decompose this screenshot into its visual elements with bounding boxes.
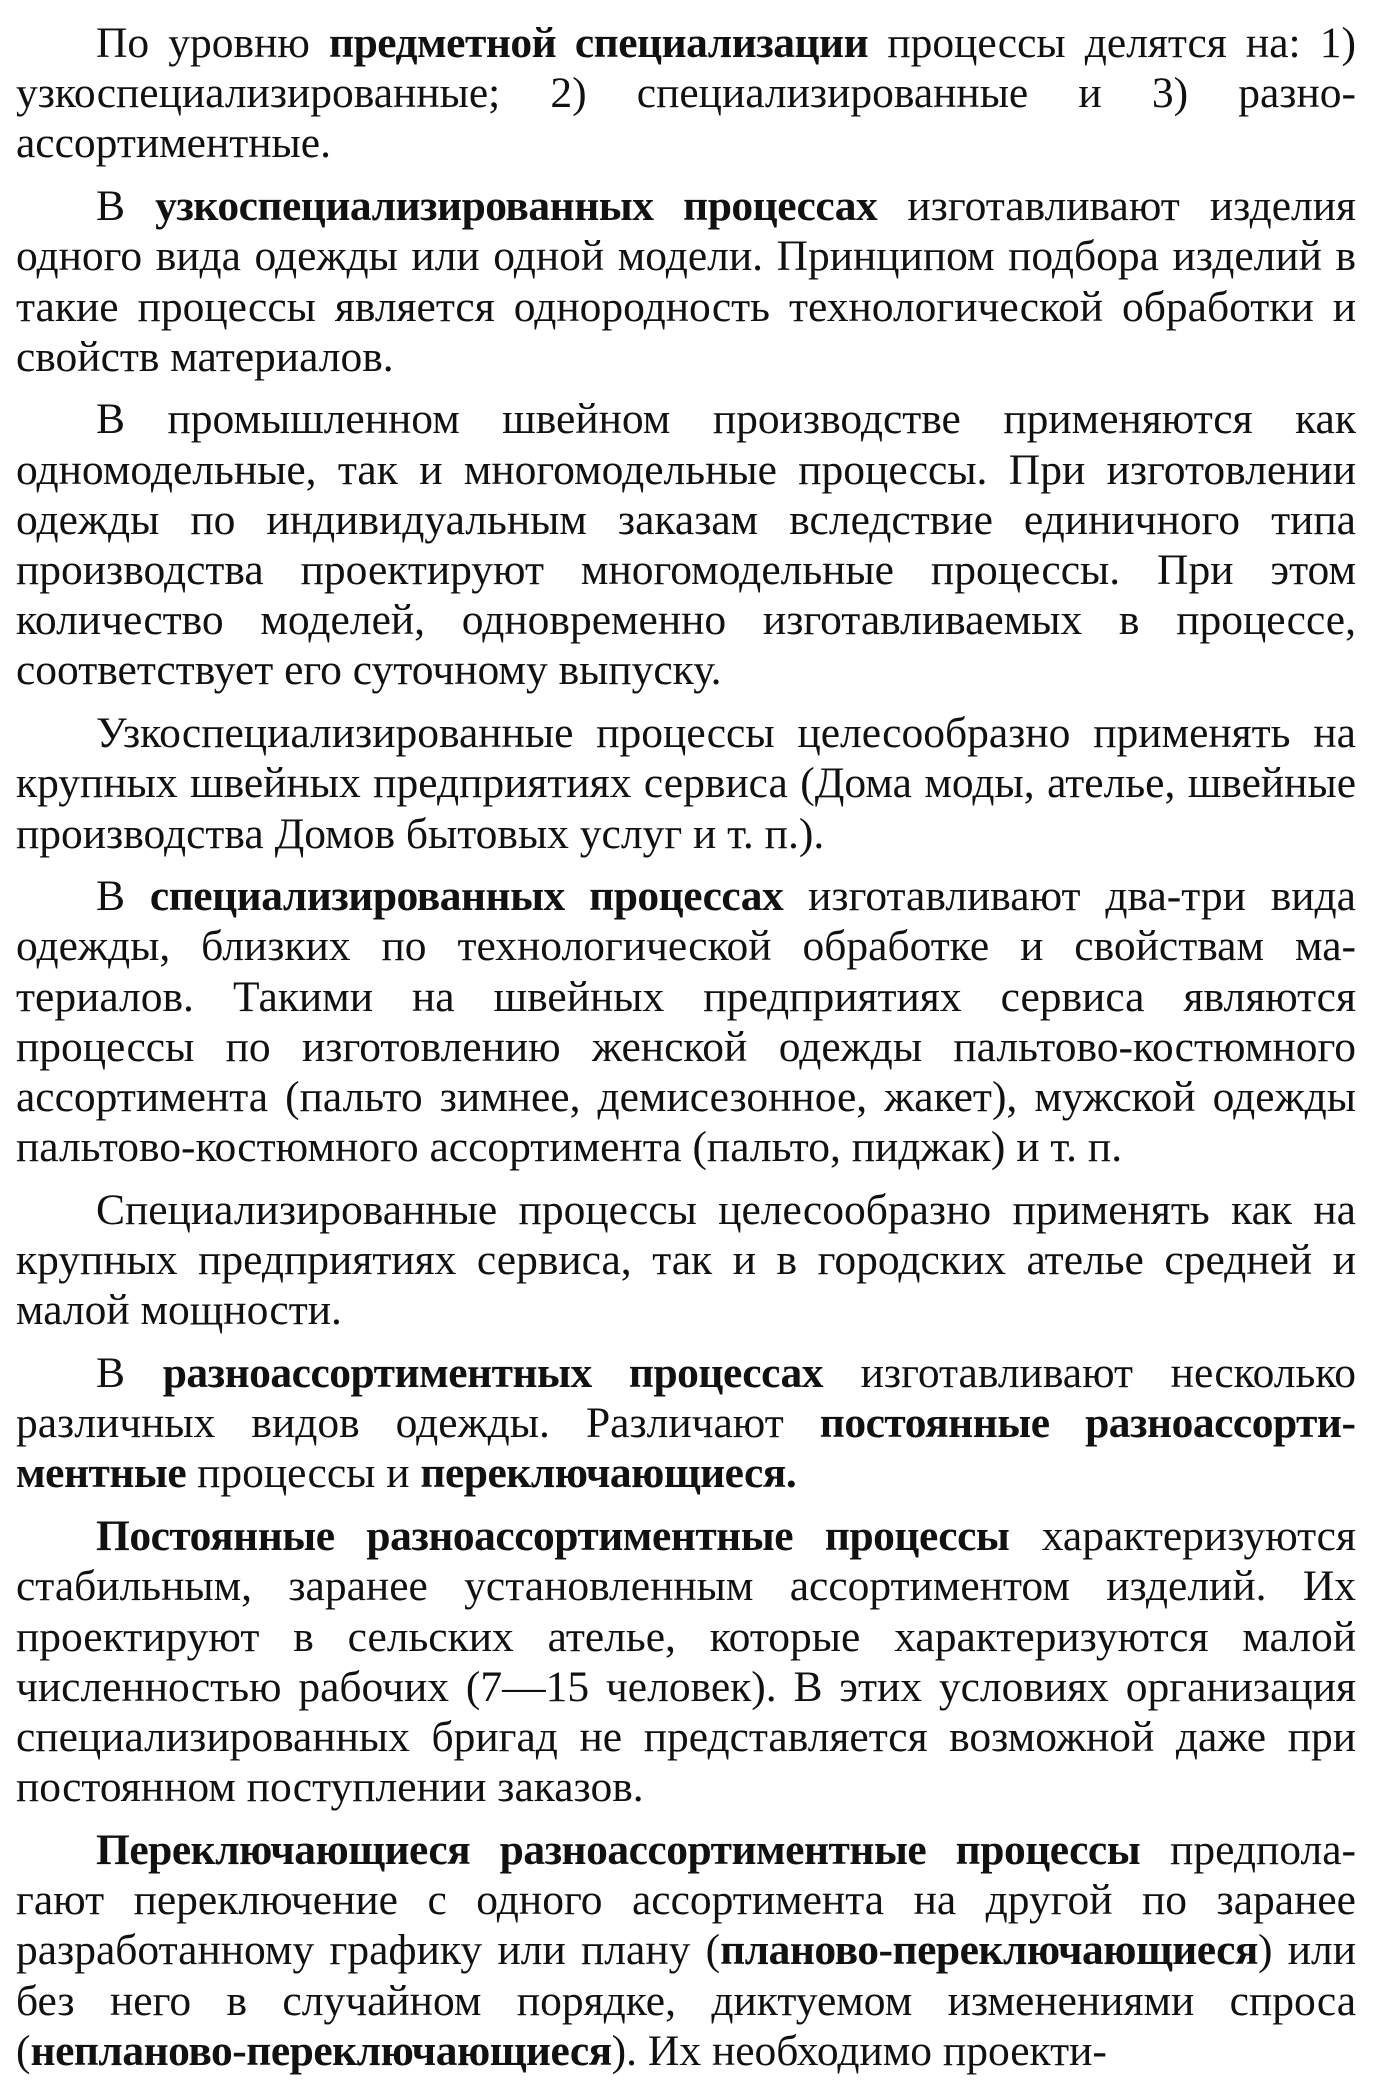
- text-segment: Узкоспециализированные процессы целесообразно применять на крупных швейных предприятиях сервиса (Дома моды, ателье, швейные производства Домов бытовых услуг и т. п.).: [16, 709, 1356, 858]
- bold-term: разноассортиментных процессах: [162, 1349, 823, 1398]
- paragraph-switching-multi-assortment: [16, 1825, 1356, 2076]
- bold-term: узкоспециализированных процессах: [155, 182, 878, 231]
- bold-term: постоянные разноассортиментные: [16, 1399, 1356, 1498]
- text-segment: В: [96, 182, 156, 231]
- paragraph-specialized-usage: [16, 1185, 1356, 1336]
- text-segment: В промышленном швейном производстве применяются как одномодельные, так и многомодельные процессы. При изготовлении одежды по индивидуальным заказам вследствие единичного типа производства проектируют многомодельные процессы. При этом количество моделей, одновременно изготавливаемых в процессе, соответствует его суточному выпуску.: [16, 395, 1356, 695]
- text-segment: характеризуются стабильным, заранее установленным ассортиментом изделий. Их проектируют в сельских ателье, которые характеризуются малой численностью рабочих (7—15 человек). В этих условиях организация специализированных бригад не представляется возможной даже при постоянном поступлении заказов.: [16, 1512, 1356, 1812]
- bold-term: специализированных процессах: [149, 872, 784, 921]
- document-page: [16, 18, 1356, 2088]
- paragraph-narrow-usage: [16, 708, 1356, 859]
- text-segment: процессы делятся на: 1) узкоспециализированные; 2) специализированные и 3) разноассортиментные.: [16, 19, 1356, 168]
- text-segment: В: [96, 1349, 163, 1398]
- text-segment: процессы и: [186, 1449, 421, 1498]
- bold-term: планово-переключающиеся: [720, 1926, 1258, 1975]
- text-segment: изготавливают два-три вида одежды, близких по технологической обработке и свойствам материалов. Такими на швейных предприятиях сервиса являются процессы по изготовлению женской одежды пальтово-костюмного ассортимента (пальто зимнее, демисезонное, жакет), мужской одежды пальтово-костюмного ассортимента (пальто, пиджак) и т. п.: [16, 872, 1356, 1172]
- bold-term: переключающиеся.: [420, 1449, 797, 1498]
- text-segment: изготавливают несколько различных видов одежды. Различают: [16, 1349, 1356, 1448]
- bold-term: непланово-переключающиеся: [30, 2026, 612, 2075]
- paragraph-constant-multi-assortment: [16, 1511, 1356, 1812]
- paragraph-specialized: [16, 871, 1356, 1172]
- text-segment: предполагают переключение с одного ассортимента на другой по заранее разработанному графику или плану (: [16, 1825, 1357, 1975]
- paragraph-narrow-specialized: [16, 181, 1356, 382]
- text-segment: Специализированные процессы целесообразно применять как на крупных предприятиях сервиса, так и в городских ателье средней и малой мощности.: [16, 1185, 1356, 1335]
- bold-term: Переключающиеся разноассортиментные процессы: [96, 1825, 1141, 1874]
- text-segment: ) или без него в случайном порядке, диктуемом изменениями спроса (: [16, 1926, 1356, 2075]
- text-segment: По уровню: [96, 19, 330, 67]
- bold-term: предметной специализации: [329, 19, 869, 67]
- text-segment: В: [96, 872, 150, 921]
- bold-term: Постоянные разноассортиментные процессы: [96, 1512, 1010, 1561]
- paragraph-industrial-production: [16, 394, 1356, 695]
- text-segment: ). Их необходимо проекти-: [611, 2026, 1107, 2075]
- paragraph-multi-assortment: [16, 1348, 1356, 1499]
- paragraph-subject-specialization: [16, 18, 1356, 169]
- text-segment: изготавливают изделия одного вида одежды или одной модели. Принципом подбора изделий в такие процессы является однородность технологической обработки и свойств материалов.: [16, 182, 1357, 381]
